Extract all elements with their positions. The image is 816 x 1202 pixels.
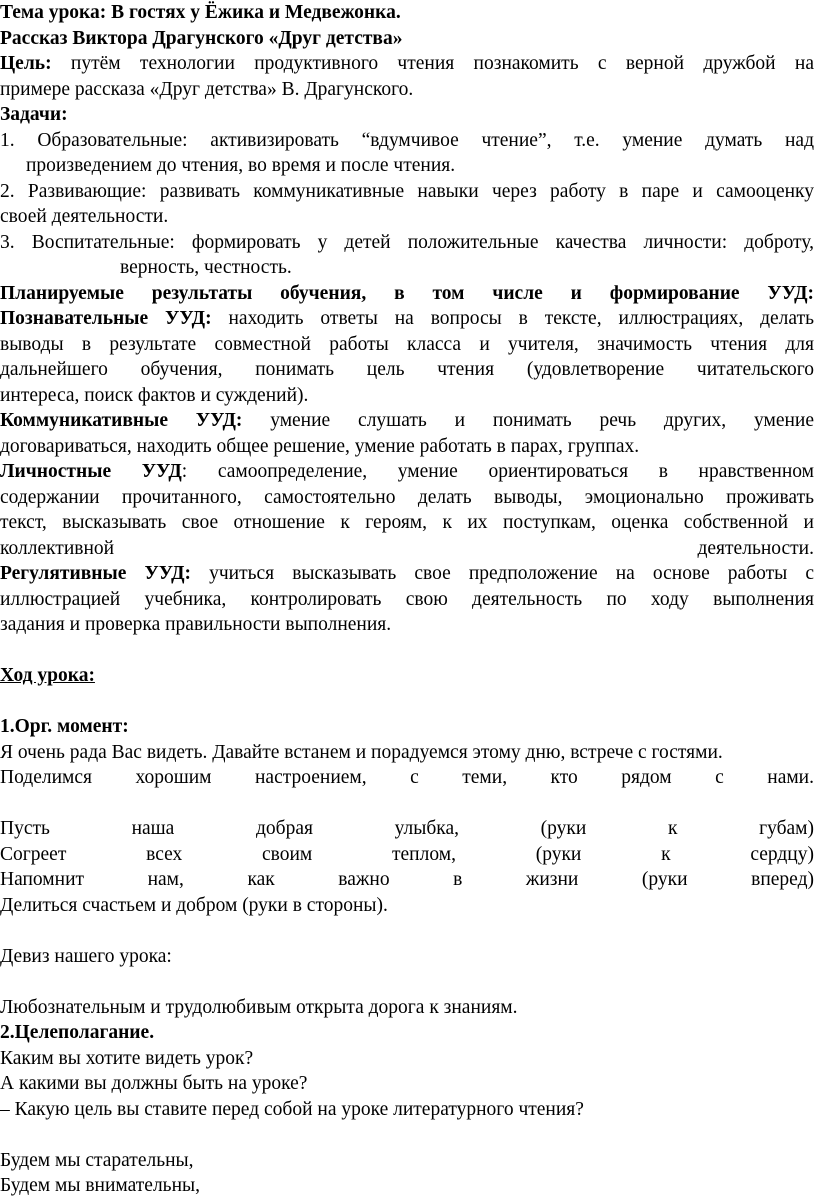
cognitive-text-1: находить ответы на вопросы в тексте, иллюстрациях, делать bbox=[211, 308, 814, 329]
personal-text-4a: коллективной bbox=[0, 537, 115, 559]
poem-line-2: Согреет всех своим теплом, (руки к сердцу) bbox=[0, 843, 814, 865]
spacer bbox=[0, 638, 814, 664]
goal-line-2: примере рассказа «Друг детства» В. Драгунского. bbox=[0, 78, 414, 100]
spacer bbox=[0, 918, 814, 944]
regulative-line-1 bbox=[0, 561, 814, 587]
goal-setting-heading: 2.Целеполагание. bbox=[0, 1022, 155, 1043]
regulative-label: Регулятивные УУД: bbox=[0, 563, 192, 584]
cognitive-label: Познавательные УУД: bbox=[0, 308, 212, 329]
personal-text-4b: деятельности. bbox=[697, 537, 814, 559]
task-1-line-2: произведением до чтения, во время и после чтения. bbox=[26, 155, 456, 176]
cognitive-line-1 bbox=[0, 306, 814, 332]
goal-text-1: путём технологии продуктивного чтения познакомить с верной дружбой на bbox=[70, 53, 814, 74]
cognitive-line-3: дальнейшего обучения, понимать цель чтения (удовлетворение читательского bbox=[0, 359, 814, 380]
personal-line-2: содержании прочитанного, самостоятельно делать выводы, эмоционально проживать bbox=[0, 486, 814, 508]
personal-line-4 bbox=[0, 536, 814, 562]
results-heading: Планируемые результаты обучения, в том числе и формирование УУД: bbox=[0, 282, 814, 304]
spacer bbox=[0, 791, 814, 817]
tasks-heading: Задачи: bbox=[0, 104, 68, 125]
org-line-2: Поделимся хорошим настроением, с теми, кто рядом с нами. bbox=[0, 767, 814, 788]
regulative-line-2: иллюстрацией учебника, контролировать свою деятельность по ходу выполнения bbox=[0, 588, 814, 610]
task-1-line-1: 1. Образовательные: активизировать “вдумчивое чтение”, т.е. умение думать над bbox=[0, 129, 814, 151]
story-title: Рассказ Виктора Драгунского «Друг детства» bbox=[0, 27, 403, 49]
task-3-line-1: 3. Воспитательные: формировать у детей положительные качества личности: доброту, bbox=[0, 231, 814, 253]
communicative-line-1 bbox=[0, 408, 814, 434]
communicative-line-2: договариваться, находить общее решение, умение работать в парах, группах. bbox=[0, 435, 640, 457]
goal-line-1 bbox=[0, 51, 814, 77]
question-2: А какими вы должны быть на уроке? bbox=[0, 1073, 308, 1094]
cognitive-line-4: интереса, поиск фактов и суждений). bbox=[0, 384, 309, 406]
org-line-1: Я очень рада Вас видеть. Давайте встанем и порадуемся этому дню, встрече с гостями. bbox=[0, 741, 723, 763]
poem-line-3: Напомнит нам, как важно в жизни (руки вперед) bbox=[0, 869, 814, 890]
question-1: Каким вы хотите видеть урок? bbox=[0, 1047, 254, 1069]
answer-2: Будем мы внимательны, bbox=[0, 1175, 200, 1196]
motto-label: Девиз нашего урока: bbox=[0, 945, 172, 967]
spacer bbox=[0, 689, 814, 715]
personal-text-1: : самоопределение, умение ориентироваться в нравственном bbox=[181, 461, 814, 482]
spacer bbox=[0, 969, 814, 995]
communicative-label: Коммуникативные УУД: bbox=[0, 410, 243, 431]
task-3-line-2: верность, честность. bbox=[120, 257, 292, 278]
answer-1: Будем мы старательны, bbox=[0, 1149, 194, 1171]
question-3: – Какую цель вы ставите перед собой на уроке литературного чтения? bbox=[0, 1098, 584, 1120]
cognitive-line-2: выводы в результате совместной работы класса и учителя, значимость чтения для bbox=[0, 333, 814, 355]
poem-line-1: Пусть наша добрая улыбка, (руки к губам) bbox=[0, 818, 814, 839]
spacer bbox=[0, 1122, 814, 1148]
regulative-text-1: учиться высказывать свое предположение на основе работы с bbox=[191, 563, 814, 584]
task-2-line-1: 2. Развивающие: развивать коммуникативные навыки через работу в паре и самооценку bbox=[0, 180, 814, 202]
personal-line-1 bbox=[0, 459, 814, 485]
org-heading: 1.Орг. момент: bbox=[0, 716, 129, 737]
lesson-topic: Тема урока: В гостях у Ёжика и Медвежонка. bbox=[0, 2, 401, 23]
personal-label: Личностные УУД bbox=[0, 461, 182, 482]
goal-label: Цель: bbox=[0, 53, 52, 74]
motto-text: Любознательным и трудолюбивым открыта дорога к знаниям. bbox=[0, 996, 518, 1018]
communicative-text-1: умение слушать и понимать речь других, умение bbox=[242, 410, 814, 431]
personal-line-3: текст, высказывать свое отношение к героям, к их поступкам, оценка собственной и bbox=[0, 512, 814, 533]
task-2-line-2: своей деятельности. bbox=[0, 206, 169, 227]
lesson-heading: Ход урока: bbox=[0, 665, 95, 686]
regulative-line-3: задания и проверка правильности выполнения. bbox=[0, 614, 392, 635]
poem-line-4: Делиться счастьем и добром (руки в стороны). bbox=[0, 894, 388, 916]
